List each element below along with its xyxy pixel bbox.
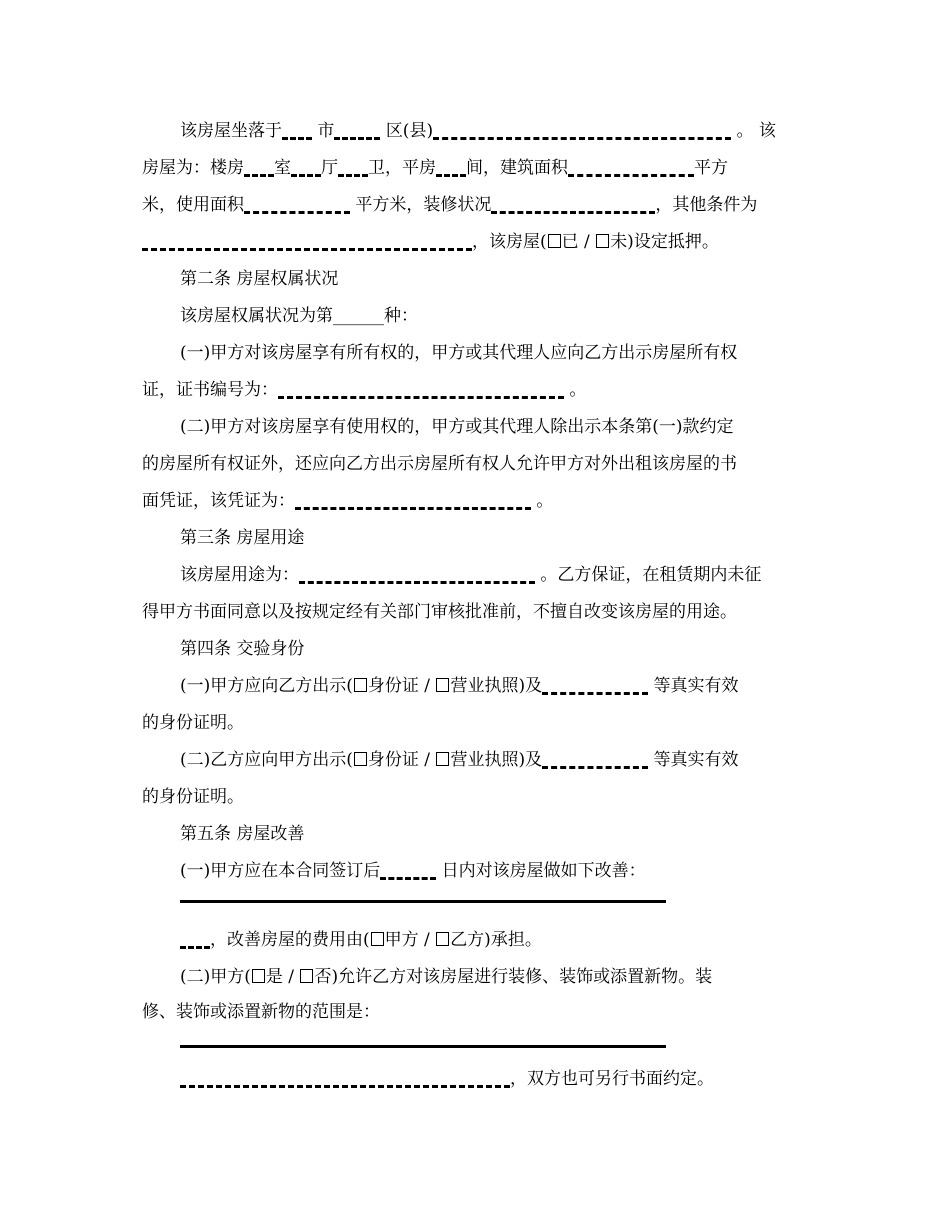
text: ，该房屋(: [472, 232, 547, 252]
text: 市: [317, 121, 335, 141]
text: 。乙方保证，在租赁期内未征: [540, 565, 762, 585]
ownership-type-line: 该房屋权属状况为第______种：: [180, 306, 418, 326]
text: (一)甲方应在本合同签订后: [180, 861, 381, 881]
scope-rule[interactable]: [180, 1045, 666, 1048]
checkbox-yes[interactable]: [252, 969, 265, 983]
usage-line-1: [180, 563, 802, 587]
text: 区(县): [385, 121, 434, 141]
other-id-blank-b[interactable]: [542, 748, 648, 772]
text: 身份证 /: [367, 676, 431, 696]
checkbox-license-a[interactable]: [436, 678, 449, 692]
article-5-title: 第五条 房屋改善: [180, 824, 305, 844]
usage-blank[interactable]: [299, 563, 535, 587]
text: ，双方也可另行书面约定。: [510, 1069, 714, 1089]
text: (一)甲方应向乙方出示(: [180, 676, 353, 696]
clause-4-2-line-1: [180, 748, 802, 772]
certificate-number-blank[interactable]: [278, 378, 564, 402]
clause-5-1-line-1: [180, 859, 802, 883]
text: ，其他条件为: [655, 195, 758, 215]
improvement-rule[interactable]: [180, 900, 666, 903]
checkbox-mortgaged[interactable]: [548, 234, 561, 248]
clause-5-2-line-2: 修、装饰或添置新物的范围是：: [142, 1002, 380, 1022]
clause-4-1-line-2: 的身份证明。: [142, 713, 244, 733]
text: 该房屋用途为：: [180, 565, 299, 585]
rooms-blank[interactable]: [244, 156, 274, 180]
clause-5-2-line-4: [180, 1067, 802, 1091]
usage-line-2: 得甲方书面同意以及按规定经有关部门审核批准前，不擅自改变该房屋的用途。: [142, 602, 737, 622]
text: (二)乙方应向甲方出示(: [180, 750, 353, 770]
text: 室: [274, 158, 291, 178]
rooms-line: [142, 156, 802, 180]
location-line: [180, 119, 802, 143]
clause-2-2-line-3: [142, 489, 802, 513]
text: 米，使用面积: [142, 195, 244, 215]
other-id-blank-a[interactable]: [542, 674, 648, 698]
checkbox-license-b[interactable]: [436, 752, 449, 766]
text: 厅: [321, 158, 338, 178]
article-3-title: 第三条 房屋用途: [180, 528, 305, 548]
checkbox-party-b[interactable]: [436, 932, 449, 946]
text: 房屋为：楼房: [142, 158, 244, 178]
checkbox-not-mortgaged[interactable]: [596, 234, 609, 248]
address-blank[interactable]: [433, 119, 731, 143]
checkbox-party-a[interactable]: [371, 932, 384, 946]
clause-2-2-line-2: 的房屋所有权证外，还应向乙方出示房屋所有权人允许甲方对外出租该房屋的书: [142, 454, 737, 474]
text: 卫，平房: [368, 158, 436, 178]
text: 是 /: [265, 967, 295, 987]
text: 平方: [694, 158, 728, 178]
scope-blank[interactable]: [180, 1067, 510, 1091]
mortgage-line: [142, 230, 802, 254]
voucher-blank[interactable]: [295, 489, 531, 513]
text: 已 /: [561, 232, 590, 252]
halls-blank[interactable]: [291, 156, 321, 180]
decoration-blank[interactable]: [491, 193, 655, 217]
text: 身份证 /: [367, 750, 431, 770]
checkbox-id-card-b[interactable]: [354, 752, 367, 766]
clause-2-1-line-1: (一)甲方对该房屋享有所有权的，甲方或其代理人应向乙方出示房屋所有权: [180, 343, 738, 363]
text: 。: [569, 380, 587, 400]
clause-4-1-line-1: [180, 674, 802, 698]
text: 等真实有效: [653, 750, 739, 770]
other-conditions-blank[interactable]: [142, 230, 472, 254]
clause-2-1-line-2: [142, 378, 802, 402]
article-2-title: 第二条 房屋权属状况: [180, 269, 339, 289]
text: 。: [536, 491, 554, 511]
text: 等真实有效: [653, 676, 739, 696]
text: 营业执照)及: [450, 676, 543, 696]
clause-2-2-line-1: (二)甲方对该房屋享有使用权的，甲方或其代理人除出示本条第(一)款约定: [180, 417, 734, 437]
checkbox-no[interactable]: [300, 969, 313, 983]
text: (二)甲方(: [180, 967, 251, 987]
text: 平方米，装修状况: [355, 195, 492, 215]
baths-blank[interactable]: [338, 156, 368, 180]
text: 未)设定抵押。: [610, 232, 719, 252]
text: 。 该: [736, 121, 776, 141]
text: 甲方 /: [384, 930, 430, 950]
city-blank[interactable]: [282, 119, 312, 143]
text: 间，建筑面积: [466, 158, 568, 178]
usable-area-blank[interactable]: [244, 193, 350, 217]
checkbox-id-card-a[interactable]: [354, 678, 367, 692]
bungalow-rooms-blank[interactable]: [436, 156, 466, 180]
text: 该房屋坐落于: [180, 121, 282, 141]
text: 乙方)承担。: [450, 930, 542, 950]
improvement-blank-end[interactable]: [180, 928, 210, 952]
clause-5-2-line-1: [180, 965, 802, 989]
clause-5-1-line-3: [180, 928, 802, 952]
article-4-title: 第四条 交验身份: [180, 639, 305, 659]
area-line: [142, 193, 802, 217]
text: ，改善房屋的费用由(: [210, 930, 370, 950]
text: 证，证书编号为：: [142, 380, 278, 400]
text: 日内对该房屋做如下改善：: [441, 861, 646, 881]
text: 面凭证，该凭证为：: [142, 491, 295, 511]
text: 营业执照)及: [450, 750, 543, 770]
clause-4-2-line-2: 的身份证明。: [142, 787, 244, 807]
days-blank[interactable]: [380, 859, 436, 883]
district-blank[interactable]: [334, 119, 380, 143]
text: 否)允许乙方对该房屋进行装修、装饰或添置新物。装: [314, 967, 713, 987]
built-area-blank[interactable]: [568, 156, 694, 180]
